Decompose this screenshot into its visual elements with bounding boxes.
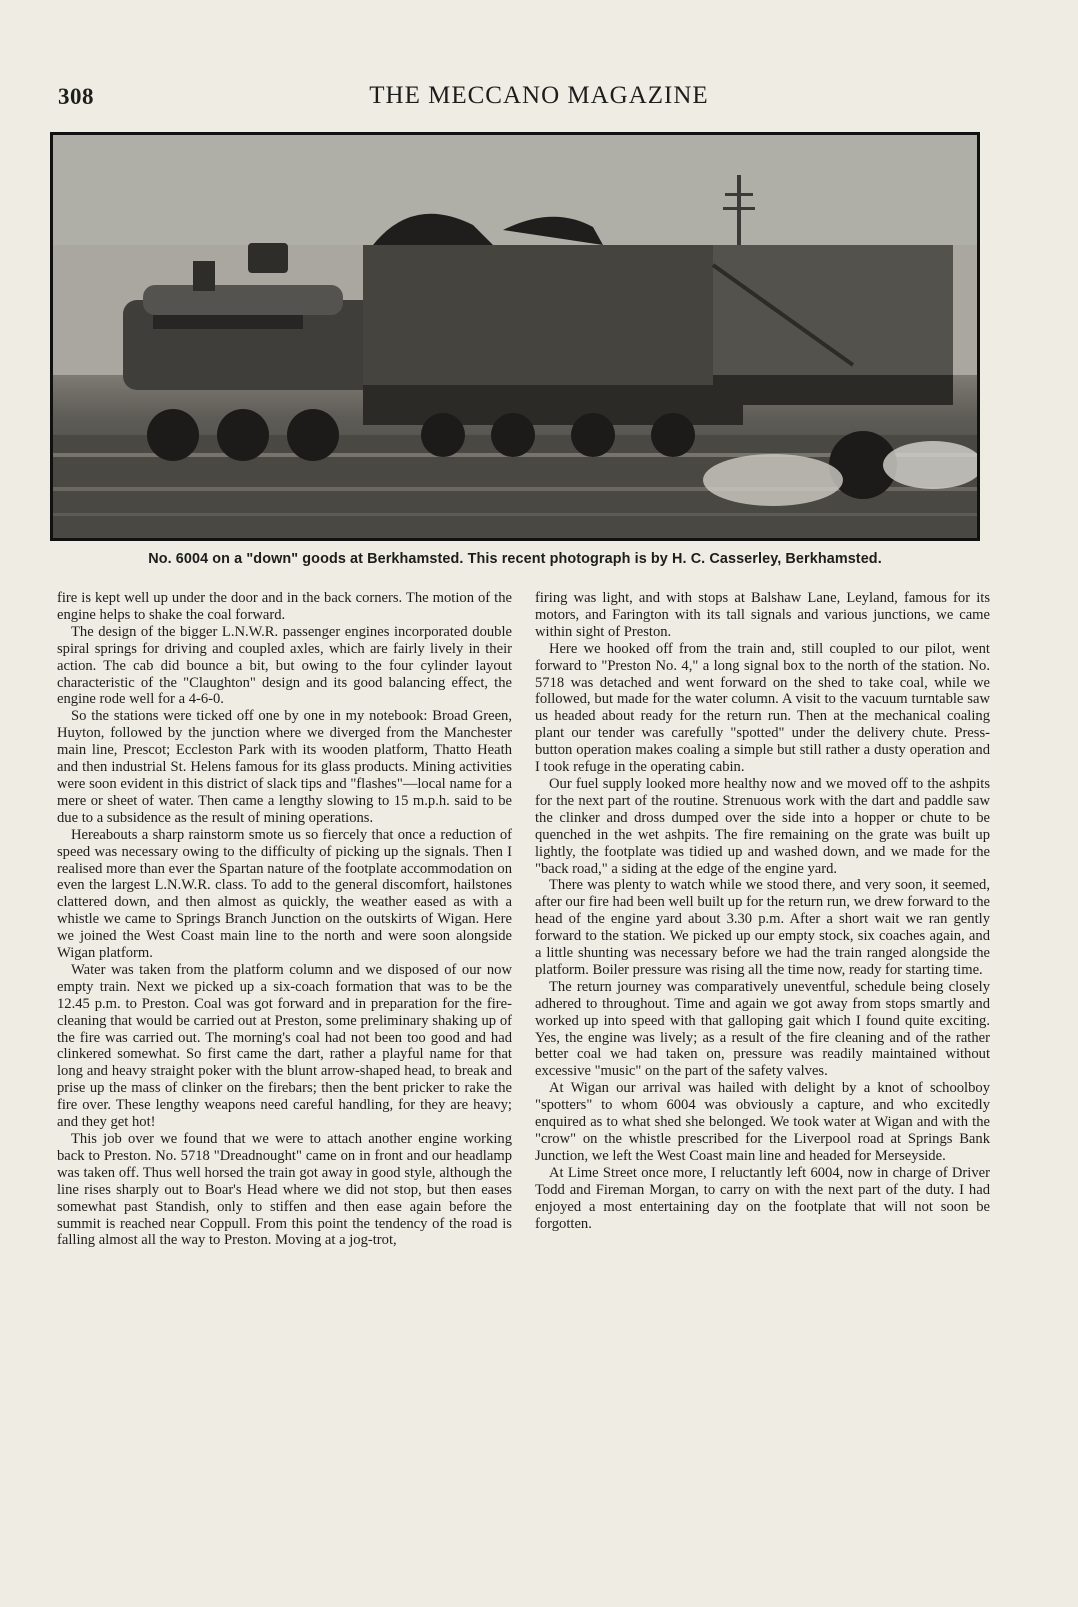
paragraph: This job over we found that we were to attach another engine working back to Preston. No. 5718 "Dreadnought" came on in front and our headlamp was taken off. Thus well horsed the train got away in good style, although the line rises sharply out to Boar's Head where we did not stop, but then eases somewhat past Standish, only to stiffen and then ease again before the summit is reached near Coppull. From this point the tendency of the road is falling almost all the way to Preston. Moving at a jog-trot, bbox=[57, 1131, 512, 1249]
paragraph: So the stations were ticked off one by one in my notebook: Broad Green, Huyton, followed by the junction where we diverged from the Manchester main line, Prescot; Eccleston Park with its wooden platform, Thatto Heath and then industrial St. Helens famous for its glass products. Mining activities were soon evident in this district of slack tips and "flashes"—local name for a mere or sheet of water. Then came a lengthy slowing to 15 m.p.h. said to be due to a subsidence as the result of mining operations. bbox=[57, 708, 512, 826]
paragraph: At Wigan our arrival was hailed with delight by a knot of schoolboy "spotters" to whom 6004 was obviously a capture, and who excitedly enquired as to what shed she belonged. We took water at Wigan and with the "crow" on the whistle prescribed for the Liverpool road at Springs Bank Junction, we left the West Coast main line and headed for Merseyside. bbox=[535, 1080, 990, 1164]
paragraph: There was plenty to watch while we stood there, and very soon, it seemed, after our fire had been well built up for the return run, we drew forward to the head of the engine yard about 3.30 p.m. After a short wait we ran gently forward to the station. We picked up our empty stock, six coaches again, and a little shunting was necessary before we had the train ranged alongside the platform. Boiler pressure was rising all the time now, ready for starting time. bbox=[535, 877, 990, 978]
article-right-column bbox=[535, 590, 990, 1232]
paragraph: Here we hooked off from the train and, still coupled to our pilot, went forward to "Preston No. 4," a long signal box to the north of the station. No. 5718 was detached and went forward on the shed to take coal, while we followed, but made for the water column. A visit to the vacuum turntable saw us headed about ready for the return run. Then at the mechanical coaling plant our tender was carefully "spotted" under the delivery chute. Press-button operation makes coaling a simple but still rather a dusty operation and I took refuge in the operating cabin. bbox=[535, 640, 990, 776]
page-number: 308 bbox=[58, 84, 94, 109]
paragraph: At Lime Street once more, I reluctantly left 6004, now in charge of Driver Todd and Fireman Morgan, to carry on with the next part of the duty. I had enjoyed a most entertaining day on the footplate that will not soon be forgotten. bbox=[535, 1164, 990, 1232]
locomotive-photograph bbox=[50, 132, 980, 541]
locomotive-photo-illustration bbox=[53, 135, 977, 538]
paragraph: fire is kept well up under the door and in the back corners. The motion of the engine helps to shake the coal forward. bbox=[57, 590, 512, 623]
paragraph: The return journey was comparatively uneventful, schedule being closely adhered to throughout. Time and again we got away from stops smartly and worked up into speed with that galloping gait which I found quite exciting. Yes, the engine was lively; as a result of the fire cleaning and of the rather better coal we had taken on, pressure was readily maintained without excessive "music" on the part of the safety valves. bbox=[535, 978, 990, 1080]
paragraph: firing was light, and with stops at Balshaw Lane, Leyland, famous for its motors, and Farington with its tall signals and various junctions, we came within sight of Preston. bbox=[535, 590, 990, 640]
paragraph: Water was taken from the platform column and we disposed of our now empty train. Next we picked up a six-coach formation that was to be the 12.45 p.m. to Preston. Coal was got forward and in preparation for the fire-cleaning that would be carried out at Preston, some preliminary shaking up of the fire was carried out. The morning's coal had not been too good and had clinkered somewhat. So first came the dart, rather a playful name for that long and heavy straight poker with the blunt arrow-shaped head, to break and prise up the mass of clinker on the firebars; then the bent pricker to rake the fire over. These lengthy weapons need careful handling, for they are heavy; and they get hot! bbox=[57, 961, 512, 1131]
paragraph: Our fuel supply looked more healthy now and we moved off to the ashpits for the next part of the routine. Strenuous work with the dart and paddle saw the clinker and dross dumped over the side into a hopper or chute to be quenched in the wet ashpits. The fire remaining on the grate was built up lightly, the footplate was tidied up and washed down, and we made for the "back road," a siding at the edge of the engine yard. bbox=[535, 775, 990, 877]
article-left-column bbox=[57, 590, 512, 1249]
paragraph: The design of the bigger L.N.W.R. passenger engines incorporated double spiral springs for driving and coupled axles, which are fairly lively in their action. The cab did bounce a bit, but owing to the four cylinder layout characteristic of the "Claughton" design and its good balancing effect, the engine rode well for a 4-6-0. bbox=[57, 623, 512, 708]
photo-caption: No. 6004 on a "down" goods at Berkhamsted. This recent photograph is by H. C. Casserley, Berkhamsted. bbox=[148, 551, 882, 567]
magazine-title: THE MECCANO MAGAZINE bbox=[369, 82, 709, 109]
paragraph: Hereabouts a sharp rainstorm smote us so fiercely that once a reduction of speed was necessary owing to the difficulty of picking up the signals. Then I realised more than ever the Spartan nature of the footplate accommodation on even the largest L.N.W.R. class. To add to the general discomfort, hailstones clattered down, and then almost as quickly, the weather eased as with a whistle we came to Springs Branch Junction on the outskirts of Wigan. Here we joined the West Coast main line to the north and were soon alongside Wigan platform. bbox=[57, 826, 512, 962]
